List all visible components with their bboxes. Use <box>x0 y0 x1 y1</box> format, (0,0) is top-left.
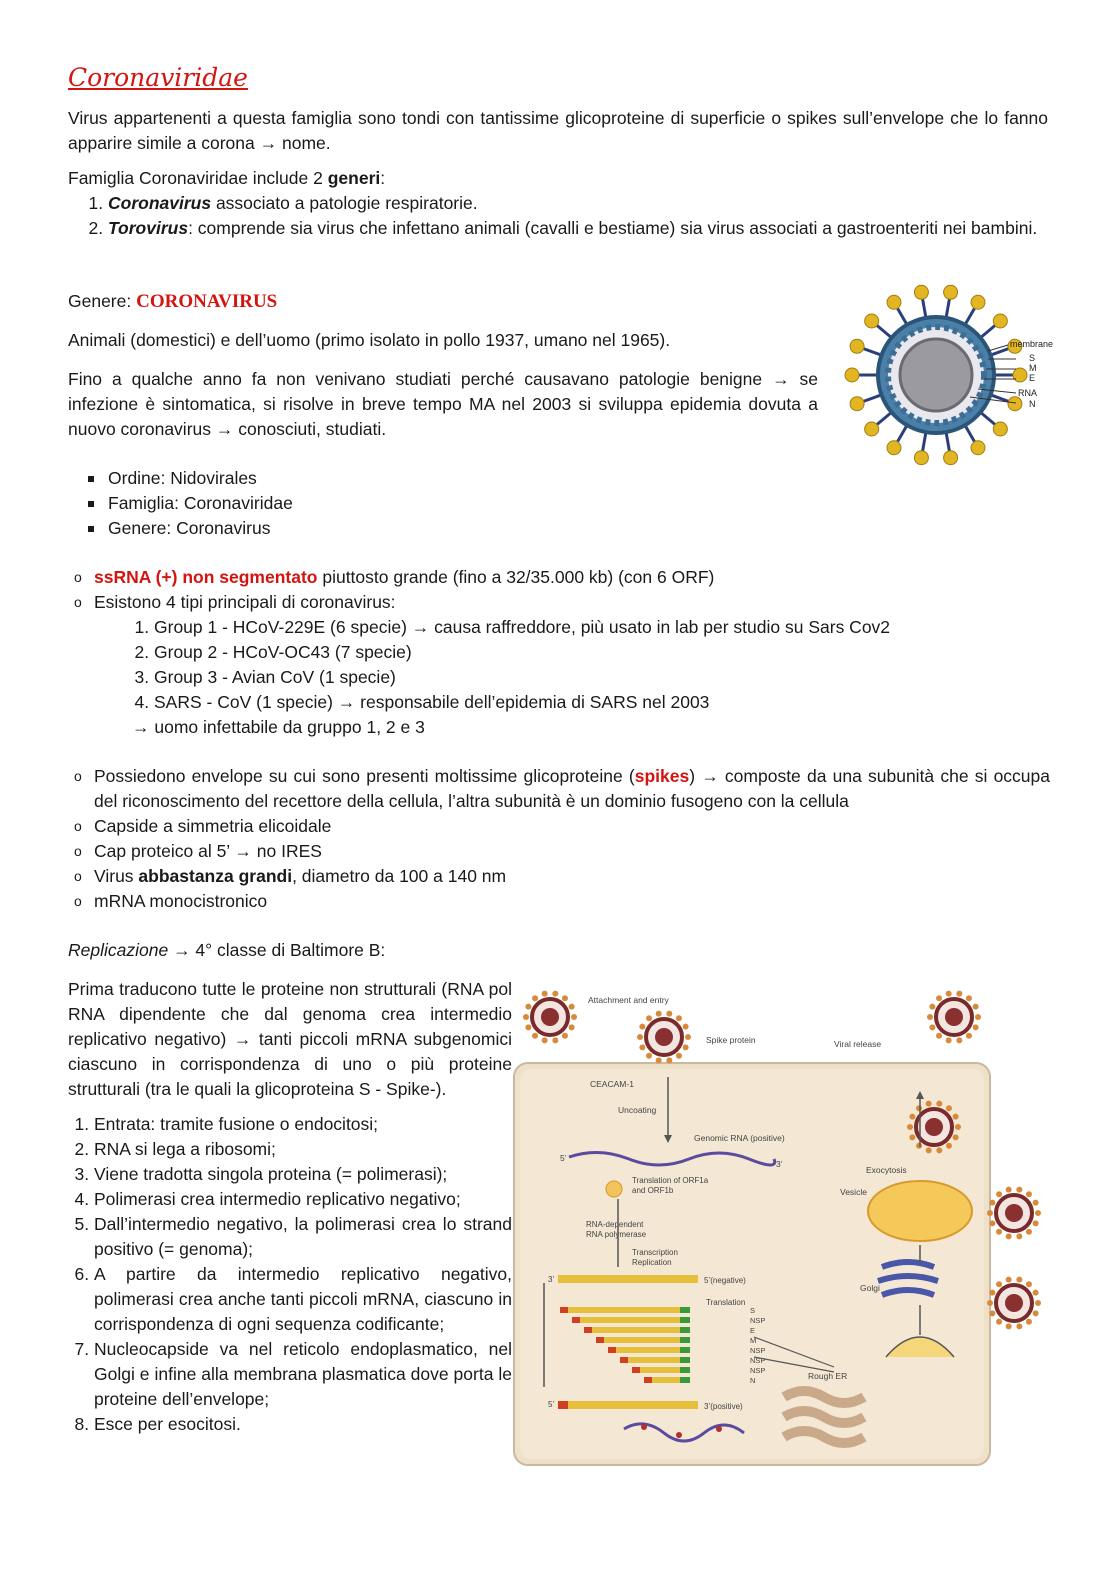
spike-icon <box>993 314 1007 328</box>
spike-icon <box>850 397 864 411</box>
protein-label: N <box>750 1376 756 1385</box>
virion-figure <box>838 281 1054 471</box>
mrna-bar <box>596 1337 690 1343</box>
replication-steps <box>68 1112 512 1437</box>
label-attachment: Attachment and entry <box>588 995 669 1005</box>
label-translation-orf-2: and ORF1b <box>632 1186 674 1195</box>
mrna-bar <box>620 1357 690 1363</box>
list-item: 4. SARS - CoV (1 specie) → responsabile dell’epidemia di SARS nel 2003 <box>154 690 1048 715</box>
list-item: Famiglia: Coronaviridae <box>88 491 818 516</box>
label-negative: 5’(negative) <box>704 1276 746 1285</box>
mrna-bar <box>584 1327 690 1333</box>
replication-diagram <box>514 977 1048 1467</box>
label-membrane: membrane <box>1010 339 1054 349</box>
protein-label: NSP <box>750 1346 766 1355</box>
spike-icon <box>993 422 1007 436</box>
label-genomic: Genomic RNA (positive) <box>694 1133 785 1143</box>
spike-icon <box>850 339 864 353</box>
label-n: N <box>1029 399 1036 409</box>
list-item: o Cap proteico al 5’ → no IRES <box>74 841 322 861</box>
label-rdrp-2: RNA polymerase <box>586 1230 647 1239</box>
spike-icon <box>914 451 928 465</box>
spike-icon <box>845 368 859 382</box>
list-item: o mRNA monocistronico <box>74 891 268 911</box>
intro-paragraph: Virus appartenenti a questa famiglia sono tondi con tantissime glicoproteine di superficie o spikes sull’envelope che lo fanno apparire simile a corona → nome. <box>68 108 1048 153</box>
features-list-1 <box>68 565 1048 615</box>
protein-label: E <box>750 1326 756 1335</box>
replication-heading: Replicazione → 4° classe di Baltimore B: <box>68 940 386 960</box>
family-lead: Famiglia Coronaviridae include 2 generi: <box>68 168 386 188</box>
label-exocytosis: Exocytosis <box>866 1165 907 1175</box>
features-list-2 <box>68 764 1050 914</box>
label-rough-er: Rough ER <box>808 1371 848 1381</box>
list-item: 1. Coronavirus associato a patologie respiratorie. <box>108 191 1048 216</box>
spike-icon <box>1013 368 1027 382</box>
coronavirus-types-list <box>68 615 1048 715</box>
label-m: M <box>1029 363 1037 373</box>
list-item: 2. Group 2 - HCoV-OC43 (7 specie) <box>154 640 1048 665</box>
list-item: 5. Dall’intermedio negativo, la polimerasi crea lo strand positivo (= genoma); <box>94 1212 512 1262</box>
hosts-paragraph: Animali (domestici) e dell’uomo (primo isolato in pollo 1937, umano nel 1965). <box>68 330 671 350</box>
list-item: o ssRNA (+) non segmentato piuttosto grande (fino a 32/35.000 kb) (con 6 ORF) <box>74 567 715 587</box>
genre-heading: Genere: CORONAVIRUS <box>68 291 278 312</box>
protein-label: NSP <box>750 1356 766 1365</box>
spike-icon <box>944 285 958 299</box>
list-item: 4. Polimerasi crea intermedio replicativo negativo; <box>94 1187 512 1212</box>
list-item: 3. Viene tradotta singola proteina (= polimerasi); <box>94 1162 512 1187</box>
spike-icon <box>865 314 879 328</box>
label-rna: RNA <box>1018 388 1038 398</box>
label-3prime-neg: 3’ <box>548 1275 555 1284</box>
label-5prime: 5’ <box>560 1153 567 1163</box>
label-golgi: Golgi <box>860 1283 880 1293</box>
list-item: 6. A partire da intermedio replicativo negativo, polimerasi crea anche tanti piccoli mRNA, ciascuno in corrispondenza di ogni sequenza codificante; <box>94 1262 512 1337</box>
label-viral-release: Viral release <box>834 1039 882 1049</box>
list-item: 1. Group 1 - HCoV-229E (6 specie) → causa raffreddore, più usato in lab per studio su Sars Cov2 <box>154 615 1048 640</box>
label-translation-orf-1: Translation of ORF1a <box>632 1176 709 1185</box>
vesicle-icon <box>868 1181 972 1241</box>
spike-icon <box>865 422 879 436</box>
label-3prime: 3’ <box>776 1159 783 1169</box>
spike-icon <box>887 295 901 309</box>
mrna-bar <box>572 1317 690 1323</box>
list-item: 7. Nucleocapside va nel reticolo endoplasmatico, nel Golgi e infine alla membrana plasmatica dove porta le proteine dell’envelope; <box>94 1337 512 1412</box>
label-positive: 3’(positive) <box>704 1402 743 1411</box>
spike-icon <box>944 451 958 465</box>
protein-label: M <box>750 1336 757 1345</box>
page-title: Coronaviridae <box>68 63 248 92</box>
protein-label: NSP <box>750 1316 766 1325</box>
spike-icon <box>887 441 901 455</box>
label-vesicle: Vesicle <box>840 1187 867 1197</box>
spike-icon <box>971 295 985 309</box>
label-transcription-1: Transcription <box>632 1248 678 1257</box>
types-note: → uomo infettabile da gruppo 1, 2 e 3 <box>132 717 425 737</box>
protein-label: NSP <box>750 1366 766 1375</box>
label-uncoating: Uncoating <box>618 1105 657 1115</box>
document-page <box>68 62 1054 1467</box>
label-spike: Spike protein <box>706 1035 756 1045</box>
label-translation: Translation <box>706 1298 746 1307</box>
list-item: 8. Esce per esocitosi. <box>94 1412 512 1437</box>
label-ceacam: CEACAM-1 <box>590 1079 634 1089</box>
label-5prime-pos: 5’ <box>548 1400 555 1409</box>
taxonomy-list <box>68 466 818 541</box>
list-item: 2. Torovirus: comprende sia virus che infettano animali (cavalli e bestiame) sia virus associati a gastroenteriti nei bambini. <box>108 216 1048 241</box>
label-rdrp-1: RNA-dependent <box>586 1220 644 1229</box>
label-s: S <box>1029 353 1036 363</box>
list-item: 2. RNA si lega a ribosomi; <box>94 1137 512 1162</box>
list-item: o Capside a simmetria elicoidale <box>74 816 332 836</box>
list-item: Ordine: Nidovirales <box>88 466 818 491</box>
list-item: o Possiedono envelope su cui sono presenti moltissime glicoproteine (spikes) → composte da una subunità che si occupa del riconoscimento del recettore della cellula, l’altra subunità è un dominio fusogeno con la cellula <box>74 766 1050 811</box>
spike-icon <box>914 285 928 299</box>
genera-list <box>68 191 1048 241</box>
replication-cycle-figure <box>514 977 1048 1467</box>
list-item: 1. Entrata: tramite fusione o endocitosi; <box>94 1112 512 1137</box>
protein-label: S <box>750 1306 756 1315</box>
mrna-bar <box>560 1307 690 1313</box>
replication-paragraph: Prima traducono tutte le proteine non strutturali (RNA pol RNA dipendente che dal genoma crea intermedio replicativo negativo) → tanti piccoli mRNA subgenomici ciascuno in corrispondenza di uno o più proteine strutturali (tra le quali la glicoproteina S - Spike-). <box>68 979 512 1099</box>
list-item: 3. Group 3 - Avian CoV (1 specie) <box>154 665 1048 690</box>
list-item: Genere: Coronavirus <box>88 516 818 541</box>
coronavirus-virion-image <box>838 281 1054 471</box>
mrna-bar <box>608 1347 690 1353</box>
history-paragraph: Fino a qualche anno fa non venivano studiati perché causavano patologie benigne → se infezione è sintomatica, si risolve in breve tempo MA nel 2003 si sviluppa epidemia dovuta a nuovo coronavirus → conosciuti, studiati. <box>68 369 818 439</box>
list-item: o Virus abbastanza grandi, diametro da 100 a 140 nm <box>74 866 507 886</box>
spike-icon <box>1008 397 1022 411</box>
label-transcription-2: Replication <box>632 1258 672 1267</box>
label-e: E <box>1029 373 1036 383</box>
spike-icon <box>971 441 985 455</box>
list-item: o Esistono 4 tipi principali di coronavirus: <box>74 592 396 612</box>
